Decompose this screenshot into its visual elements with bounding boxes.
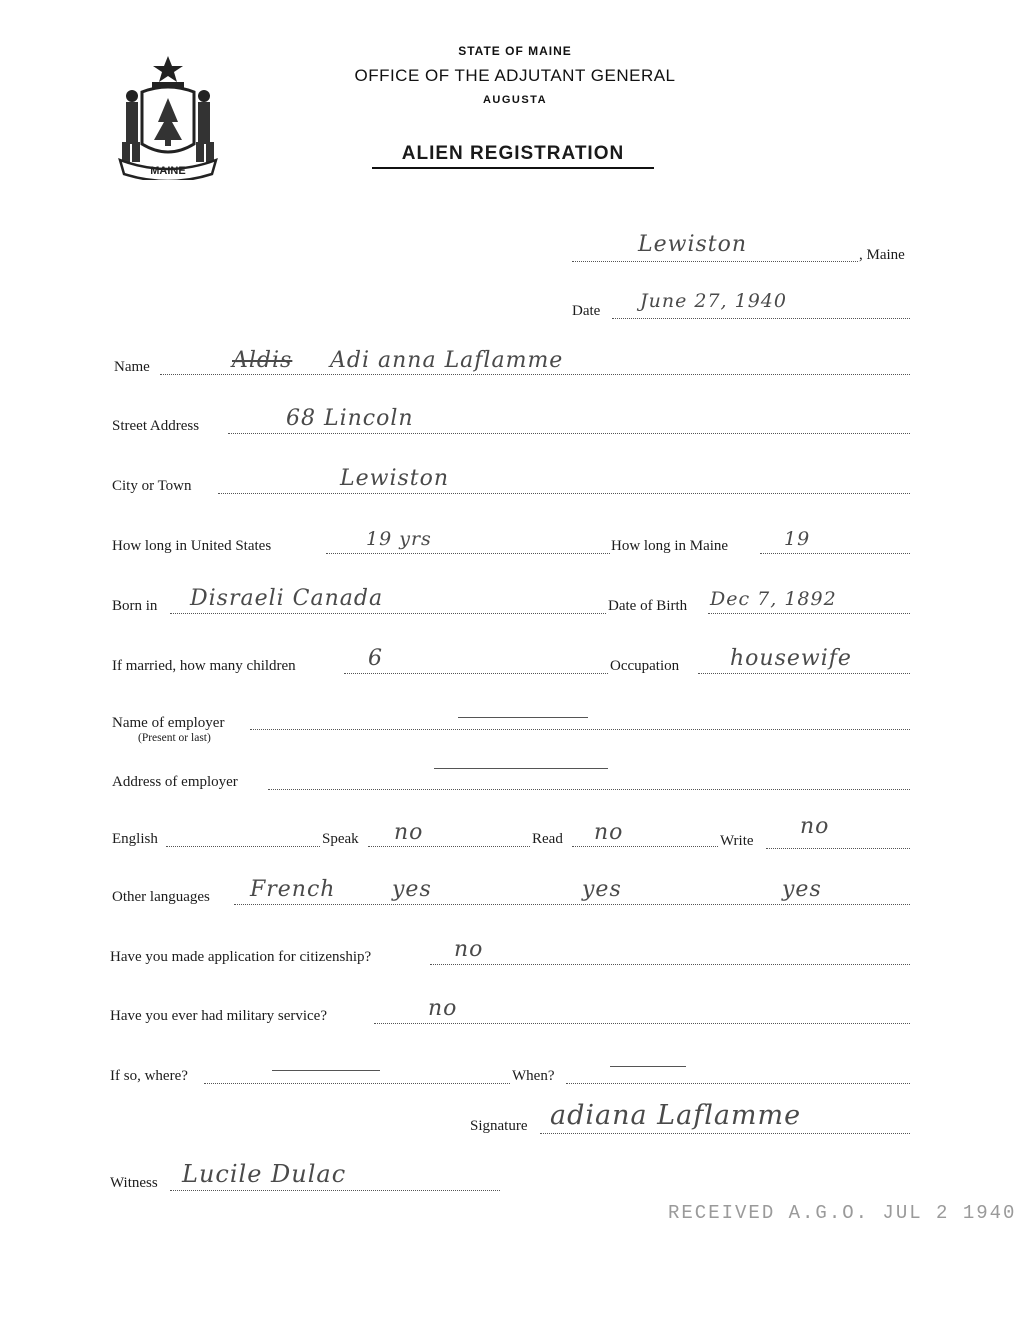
if-so-when-line: [566, 1083, 910, 1084]
read-label: Read: [532, 831, 563, 847]
children-line: [344, 673, 608, 674]
date-line: [612, 318, 910, 319]
signature-line: [540, 1133, 910, 1134]
svg-text:MAINE: MAINE: [150, 165, 186, 177]
military-label: Have you ever had military service?: [110, 1008, 327, 1024]
name-line: [160, 374, 910, 375]
other-languages-value: French: [250, 877, 336, 902]
street-address-value: 68 Lincoln: [286, 406, 414, 431]
employer-name-line: [250, 729, 910, 730]
other-languages-write: yes: [782, 877, 822, 902]
read-value: no: [594, 820, 624, 845]
how-long-us-value: 19 yrs: [366, 528, 432, 550]
how-long-us-label: How long in United States: [112, 538, 272, 554]
employer-address-label: Address of employer: [112, 774, 238, 790]
children-label: If married, how many children: [112, 658, 296, 674]
form-title: ALIEN REGISTRATION: [401, 143, 625, 164]
occupation-label: Occupation: [610, 658, 680, 674]
street-address-label: Street Address: [112, 418, 200, 434]
date-value: June 27, 1940: [640, 290, 787, 312]
if-so-where-dash: [272, 1070, 380, 1071]
speak-line: [368, 846, 530, 847]
city-value: Lewiston: [340, 466, 450, 491]
witness-value: Lucile Dulac: [182, 1160, 347, 1188]
city-label: City or Town: [112, 478, 192, 494]
write-label: Write: [720, 833, 754, 849]
other-languages-line: [234, 904, 910, 905]
employer-name-sublabel: (Present or last): [138, 732, 211, 744]
write-line: [766, 848, 910, 849]
employer-address-line: [268, 789, 910, 790]
name-struck-value: Aldis: [232, 348, 293, 373]
read-line: [572, 846, 718, 847]
if-so-where-label: If so, where?: [110, 1068, 188, 1084]
how-long-maine-line: [760, 553, 910, 554]
employer-name-dash: [458, 717, 588, 718]
signature-label: Signature: [470, 1118, 528, 1134]
header-office: OFFICE OF THE ADJUTANT GENERAL: [354, 66, 676, 85]
name-label: Name: [114, 359, 150, 375]
occupation-line: [698, 673, 910, 674]
witness-label: Witness: [110, 1175, 158, 1191]
witness-line: [170, 1190, 500, 1191]
signature-value: adiana Laflamme: [550, 1100, 802, 1131]
born-in-value: Disraeli Canada: [190, 586, 384, 611]
other-languages-speak: yes: [392, 877, 432, 902]
title-underline: [372, 167, 654, 169]
how-long-maine-value: 19: [784, 528, 811, 550]
date-of-birth-label: Date of Birth: [608, 598, 688, 614]
place-value: Lewiston: [638, 232, 748, 257]
occupation-value: housewife: [730, 646, 852, 671]
employer-name-label: Name of employer: [112, 715, 225, 731]
other-languages-label: Other languages: [112, 889, 210, 905]
date-label: Date: [572, 303, 601, 319]
born-in-line: [170, 613, 606, 614]
date-of-birth-line: [708, 613, 910, 614]
children-value: 6: [368, 646, 383, 671]
maine-state-seal-icon: [112, 52, 224, 180]
military-line: [374, 1023, 910, 1024]
if-so-when-dash: [610, 1066, 686, 1067]
citizenship-line: [430, 964, 910, 965]
date-of-birth-value: Dec 7, 1892: [710, 588, 837, 610]
how-long-us-line: [326, 553, 610, 554]
how-long-maine-label: How long in Maine: [611, 538, 729, 554]
english-line: [166, 846, 320, 847]
military-value: no: [428, 996, 458, 1021]
name-value: Adi anna Laflamme: [330, 348, 564, 373]
header-city: AUGUSTA: [482, 94, 548, 106]
citizenship-value: no: [454, 937, 484, 962]
english-label: English: [112, 831, 158, 847]
if-so-where-line: [204, 1083, 510, 1084]
header-state: STATE OF MAINE: [458, 44, 572, 58]
employer-address-dash: [434, 768, 608, 769]
speak-label: Speak: [322, 831, 359, 847]
write-value: no: [800, 814, 830, 839]
street-address-line: [228, 433, 910, 434]
speak-value: no: [394, 820, 424, 845]
if-so-when-label: When?: [512, 1068, 555, 1084]
place-line: [572, 261, 858, 262]
place-suffix: , Maine: [859, 247, 905, 263]
city-line: [218, 493, 910, 494]
other-languages-read: yes: [582, 877, 622, 902]
citizenship-label: Have you made application for citizenship?: [110, 949, 372, 965]
born-in-label: Born in: [112, 598, 158, 614]
received-stamp: RECEIVED A.G.O. JUL 2 1940: [668, 1202, 1017, 1224]
